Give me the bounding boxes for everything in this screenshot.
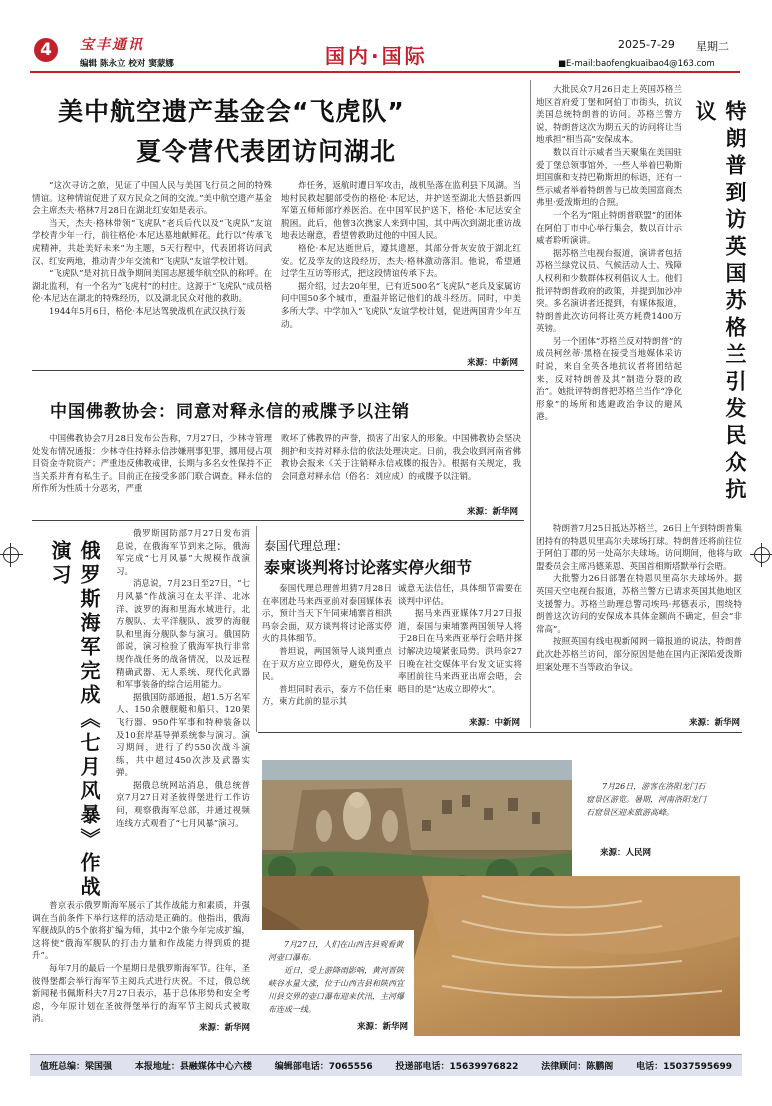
- paragraph: 消息说，7月23日至27日，“七月风暴”作战演习在太平洋、北冰洋、波罗的海和里海水域进行，北方舰队、太平洋舰队、波罗的海舰队和里海分舰队参与演习。俄国防部说，演习检验了俄海军执行非常规作战任务的战备情况，以及远程精确武器、无人系统、现代化武器和军事装备的综合运用能力。: [116, 579, 250, 691]
- article-body-col2: [281, 180, 521, 331]
- headline-line-2: 夏令营代表团访问湖北: [136, 137, 397, 166]
- paragraph: 普京表示俄罗斯海军展示了其作战能力和素质，并强调在当前条件下举行这样的活动是正确的。他指出，俄海军舰战队的5个旅将扩编为师，其中2个旅今年完成扩编，这将使“俄海军舰队的打击力量和作战能力得到质的提升”。: [32, 901, 250, 962]
- paragraph: 大批民众7月26日走上英国苏格兰地区首府爱丁堡和阿伯丁市街头，抗议美国总统特朗普的访问。苏格兰警方说，特朗普这次为期五天的访问将让当地承担“相当高”安保成本。: [536, 85, 682, 146]
- headline-vertical: 特朗普到访英国苏格兰引发民众抗议: [693, 100, 747, 505]
- paragraph: 一个名为“阻止特朗普联盟”的团体在阿伯丁市中心举行集会，数以百计示威者聆听演讲。: [536, 210, 682, 247]
- divider: [32, 370, 524, 371]
- photo-caption-longmen: [586, 780, 706, 819]
- article-body-col2: [281, 433, 521, 483]
- divider: [32, 520, 524, 521]
- headline: 泰柬谈判将讨论落实停火细节: [264, 558, 473, 577]
- photo-source: 来源：人民网: [600, 848, 652, 858]
- page-number: 4: [40, 40, 52, 60]
- paragraph: 据介绍，过去20年里，已有近500名“飞虎队”老兵及家属访问中国50多个城市，重温并铭记他们的战斗经历。同时，中美多所大学、中学加入“飞虎队”友谊学校计划，促进两国青少年互动。: [281, 281, 521, 330]
- paragraph: 诚意无法信任，具体细节需要在谈判中评估。: [398, 584, 522, 607]
- footer-address: 本报地址：县融媒体中心六楼: [134, 1062, 252, 1072]
- paragraph: “这次寻访之旅，见证了中国人民与美国飞行员之间的特殊情谊。这种情谊促进了双方民众之间的交流。”美中航空遗产基金会主席杰夫·格林7月28日在湖北红安如是表示。: [32, 181, 272, 217]
- paragraph: 败坏了佛教界的声誉，损害了出家人的形象。中国佛教协会坚决拥护和支持对释永信的依法处理决定。日前，我会收到河南省佛教协会报来《关于注销释永信戒牒的报告》。根据有关规定，我会同意对释永信（俗名：刘应成）的戒牒予以注销。: [281, 434, 521, 482]
- paragraph: 据苏格兰电视台报道，演讲者包括苏格兰绿党议员、气候活动人士、残障人权利和少数群体权利倡议人士。他们批评特朗普政府的政策，并提到加沙冲突。多名演讲者还提到，有媒体报道，特朗普此次访问将让英方耗费1400万英镑。: [536, 248, 682, 335]
- issue-weekday: 星期二: [696, 40, 729, 53]
- paragraph: 特朗普7月25日抵达苏格兰，26日上午到特朗普集团持有的特恩贝里高尔夫球场打球。特朗普还将前往位于阿伯丁郡的另一处高尔夫球场。访问期间，他将与欧盟委员会主席冯德莱恩、英国首相斯塔默举行会晤。: [536, 524, 742, 572]
- article-body-continued: [32, 900, 250, 1026]
- paragraph: “飞虎队”是对抗日战争期间美国志愿援华航空队的称呼。在湖北监利，有一个名为“飞虎村”的村庄。这源于“飞虎队”成员格伦·本尼达在湖北的特殊经历，以及湖北民众对他的救助。: [32, 269, 272, 305]
- paragraph: 俄罗斯国防部7月27日发布消息说，在俄海军节到来之际，俄海军完成“七月风暴”大规模作战演习。: [116, 529, 250, 577]
- article-body: [536, 84, 682, 424]
- article-source: 来源：新华网: [466, 507, 518, 517]
- article-source: 来源：新华网: [198, 1023, 250, 1033]
- issue-date: 2025-7-29: [618, 38, 675, 51]
- header-rule: [30, 71, 740, 73]
- paragraph: 中国佛教协会7月28日发布公告称，7月27日，少林寺管理处发布情况通报：少林寺住持释永信涉嫌刑事犯罪，挪用侵占项目资金寺院资产；严重违反佛教戒律，长期与多名女性保持不正当关系并育有私生子。目前正在接受多部门联合调查。释永信的所作所为性质十分恶劣，严重: [32, 434, 272, 495]
- paragraph: 当天，杰夫·格林带领“飞虎队”老兵后代以及“飞虎队”友谊学校青少年一行，前往格伦·本尼达墓地献鲜花。此行以“传承飞虎精神，共赴美好未来”为主题，5天行程中，代表团将访问武汉、红安两地，推动青少年交流和“飞虎队”友谊学校计划。: [32, 218, 272, 267]
- paragraph: 据俄总统网站消息，俄总统普京7月27日对圣彼得堡进行工作访问，观察俄海军总部，并通过视频连线方式观看了“七月风暴”演习。: [116, 780, 250, 829]
- footer-legal-advisor: 法律顾问：陈鹏阁: [541, 1062, 614, 1072]
- page-number-badge: [34, 38, 58, 62]
- footer-editorial-phone: 编辑部电话：7065556: [274, 1062, 373, 1072]
- paragraph: 大批警力26日部署在特恩贝里高尔夫球场外。据英国天空电视台报道，苏格兰警方已请求英国其他地区支援警力。苏格兰助理总警司埃玛·邦德表示，围绕特朗普这次访问的安保成本具体金额尚不确定，但会“非常高”。: [536, 574, 742, 635]
- footer-delivery-phone: 投递部电话：15639976822: [395, 1062, 519, 1072]
- caption-text: 7月27日，人们在山西吉县观看黄河壶口瀑布。: [268, 940, 404, 962]
- caption-text: 7月26日，游客在洛阳龙门石窟景区游览。暑期，河南洛阳龙门石窟景区迎来旅游高峰。: [586, 782, 706, 817]
- article-body-col1: [32, 180, 272, 319]
- article-source: 来源：新华网: [688, 718, 740, 728]
- article-body-continued: [536, 523, 742, 674]
- paragraph: 据马来西亚媒体7月27日报道，泰国与柬埔寨两国领导人将于28日在马来西亚举行会晤并探讨解决边境紧张局势。洪玛奈27日晚在社交媒体平台发文证实将率团前往马来西亚出席会晤，会晤目的是“达成立即停火”。: [398, 609, 522, 695]
- registration-mark-left: [3, 547, 19, 563]
- caption-box-hukou: [262, 930, 414, 1036]
- paragraph: 普坦说，两国领导人谈判重点在于双方应立即停火，避免伤及平民。: [262, 646, 392, 683]
- kicker: 泰国代理总理：: [264, 539, 349, 553]
- article-source: 来源：中新网: [468, 718, 520, 728]
- paragraph: 据俄国防部通报，超1.5万名军人、150余艘舰艇和船只、120架飞行器、950件军事和特种装备以及10套岸基导弹系统参与演习。演习期间，进行了约550次战斗演练，共中超过450次涉及武器实弹。: [116, 692, 250, 779]
- article-body: [116, 528, 250, 830]
- caption-text: 近日，受上游降雨影响，黄河晋陕峡谷水量大涨，位于山西吉县和陕西宜川县交界的壶口瀑布迎来伏汛，主河爆布连成一线。: [268, 966, 404, 1014]
- article-body-col1: [32, 433, 272, 496]
- paragraph: 按照英国有线电视新闻网一篇报道的说法，特朗普此次赴苏格兰访问，部分原因是他在国内正深陷爱泼斯坦案处理不当等政治争议。: [536, 637, 742, 673]
- footer-phone: 电话：15037595699: [636, 1062, 732, 1072]
- paper-name: 宝丰通讯: [80, 37, 144, 53]
- headline-line-1: 美中航空遗产基金会“飞虎队”: [58, 97, 405, 126]
- headline: 中国佛教协会：同意对释永信的戒牒予以注销: [50, 402, 410, 422]
- paragraph: 数以百计示威者当天聚集在美国驻爱丁堡总领事馆外，一些人举着巴勒斯坦国旗和支持巴勒斯坦的标语，还有一些示威者举着特朗普与已故美国富商杰弗里·爱泼斯坦的合照。: [536, 147, 682, 209]
- paragraph: 1944年5月6日，格伦·本尼达驾驶战机在武汉执行轰: [49, 306, 246, 317]
- paragraph: 泰国代理总理普坦猜7月28日在率团赴马来西亚前对泰国媒体表示，预计当天下午同柬埔寨首相洪玛奈会面，双方谈判将讨论落实停火的具体细节。: [262, 584, 392, 645]
- contact-email: ■E-mail:baofengkuaibao4@163.com: [558, 59, 715, 69]
- photo-source: 来源：新华网: [356, 1022, 408, 1032]
- column-divider: [530, 80, 531, 728]
- page-footer: [30, 1054, 742, 1076]
- article-body-col1: [262, 583, 392, 709]
- paragraph: 格伦·本尼达逝世后，遵其遗愿，其部分骨灰安放于湖北红安。忆及孪友的这段经历，杰夫·格林激动落泪。他说，希望通过学生互访等形式，把这段情谊传承下去。: [281, 243, 521, 280]
- photo-caption-hukou: [268, 938, 408, 1016]
- divider: [258, 732, 742, 733]
- column-divider: [256, 526, 257, 732]
- registration-mark-right: [754, 547, 770, 563]
- paragraph: 普坦同时表示，泰方不信任柬方，柬方此前的显示其: [262, 684, 392, 708]
- article-source: 来源：中新网: [466, 358, 518, 368]
- paragraph: 每年7月的最后一个星期日是俄罗斯海军节。往年，圣彼得堡都会举行海军节主阅兵式进行庆祝。不过，俄总统新闻秘书佩斯科夫7月27日表示，基于总体形势和安全考虑，今年原计划在圣彼得堡举行的海军节主阅兵式被取消。: [32, 963, 250, 1025]
- footer-duty-editor: 值班总编：梁国强: [40, 1062, 113, 1072]
- article-body-col2: [398, 583, 522, 696]
- paragraph: 另一个团体“苏格兰反对特朗普”的成员柯丝蒂·黑格在接受当地媒体采访时说，来自全英各地抗议者将团结起来，反对特朗普及其“制造分裂的政治”。她批评特朗普把苏格兰当作“净化形象”的场所和逃避政治争议的避风港。: [536, 336, 682, 423]
- headline-vertical: 俄罗斯海军完成《七月风暴》作战演习: [48, 540, 101, 900]
- section-title: 国内·国际: [325, 44, 428, 68]
- editor-credits: 编辑 陈永立 校对 窦蒙娜: [80, 59, 174, 69]
- paragraph: 炸任务，返航时遭日军攻击，战机坠落在监利县下凤湖。当地村民救起腿部受伤的格伦·本尼达，并护送至湖北大悟县新四军第五师师部疗养医治。在中国军民护送下，格伦·本尼达安全脱困。此后，他曾3次携家人来到中国，其中两次到湖北重访战地表达谢意，看望曾救助过他的中国人民。: [281, 181, 521, 242]
